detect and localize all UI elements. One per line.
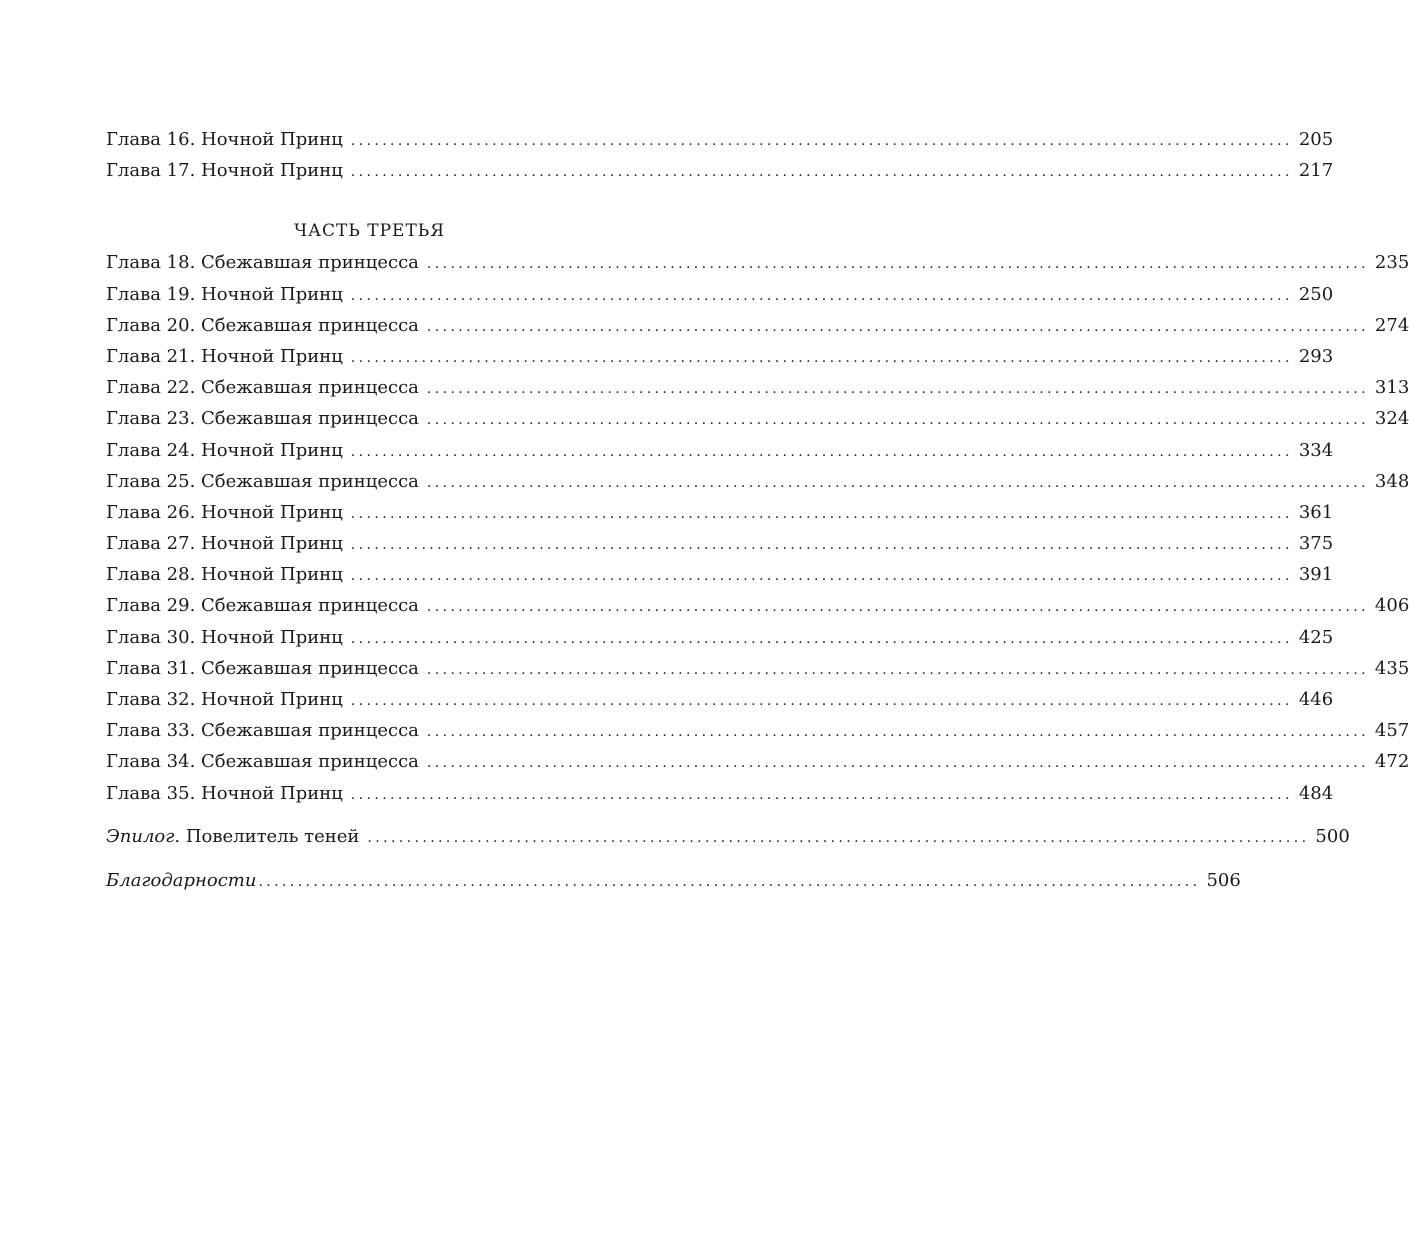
toc-entry[interactable]	[106, 497, 1334, 528]
toc-entry-page: 324	[1374, 408, 1409, 430]
toc-entry-label: Глава 28. Ночной Принц	[106, 564, 343, 586]
dot-leader: ........................................................................................................................	[350, 287, 1293, 304]
toc-entry[interactable]	[106, 247, 1409, 278]
dot-leader: ........................................................................................................................	[350, 568, 1293, 585]
toc-entry-label: Глава 35. Ночной Принц	[106, 782, 343, 804]
toc-entry-label: Глава 26. Ночной Принц	[106, 501, 343, 523]
toc-entry[interactable]	[106, 684, 1334, 715]
toc-entry[interactable]	[106, 590, 1409, 621]
toc-entry-page: 457	[1374, 720, 1409, 742]
toc-entry-page: 250	[1298, 283, 1334, 305]
table-of-contents	[106, 124, 1409, 896]
toc-entry[interactable]	[106, 653, 1409, 684]
toc-entry-label: Глава 21. Ночной Принц	[106, 345, 343, 367]
dot-leader: ........................................................................................................................	[367, 829, 1310, 846]
toc-entry-page: 435	[1374, 657, 1409, 679]
toc-entry-page: 425	[1298, 626, 1334, 648]
dot-leader: ........................................................................................................................	[258, 873, 1201, 890]
toc-entry-label: Глава 18. Сбежавшая принцесса	[106, 252, 419, 274]
toc-entry[interactable]	[106, 466, 1409, 497]
dot-leader: ........................................................................................................................	[426, 412, 1369, 429]
toc-entry[interactable]	[106, 341, 1334, 372]
dot-leader: ........................................................................................................................	[426, 599, 1369, 616]
toc-entry[interactable]	[106, 715, 1409, 746]
dot-leader: ........................................................................................................................	[350, 537, 1293, 554]
toc-entry-label: Глава 30. Ночной Принц	[106, 626, 343, 648]
dot-leader: ........................................................................................................................	[350, 443, 1293, 460]
dot-leader: ........................................................................................................................	[426, 474, 1369, 491]
acknowledgements-label: Благодарности	[106, 869, 257, 891]
toc-entry-label: Глава 23. Сбежавшая принцесса	[106, 408, 419, 430]
toc-entry-page: 334	[1298, 439, 1334, 461]
toc-entry-page: 274	[1374, 314, 1409, 336]
toc-entry-page: 506	[1206, 869, 1241, 891]
toc-entry-label: Глава 33. Сбежавшая принцесса	[106, 720, 419, 742]
epilogue-title: Повелитель теней	[185, 825, 360, 847]
toc-entry-label	[106, 821, 359, 852]
dot-leader: ........................................................................................................................	[350, 786, 1293, 803]
dot-leader: ........................................................................................................................	[426, 755, 1369, 772]
dot-leader: ........................................................................................................................	[426, 256, 1369, 273]
toc-entry[interactable]	[106, 746, 1409, 777]
toc-entry-page: 205	[1298, 129, 1334, 150]
toc-entry-page: 500	[1315, 825, 1350, 847]
dot-leader: ........................................................................................................................	[350, 630, 1293, 647]
toc-entry[interactable]	[106, 279, 1334, 310]
dot-leader: ........................................................................................................................	[350, 349, 1293, 366]
toc-entry[interactable]	[106, 622, 1334, 653]
toc-entry-label: Глава 19. Ночной Принц	[106, 283, 343, 305]
toc-entry-label: Глава 20. Сбежавшая принцесса	[106, 314, 419, 336]
part-three-entries	[106, 247, 1409, 808]
toc-entry[interactable]	[106, 435, 1334, 466]
toc-entry[interactable]	[106, 403, 1409, 434]
toc-entry-page: 235	[1374, 252, 1409, 274]
toc-entry-label: Глава 16. Ночной Принц	[106, 129, 343, 150]
toc-entry-label: Глава 24. Ночной Принц	[106, 439, 343, 461]
toc-entry-page: 406	[1374, 595, 1409, 617]
toc-entry-page: 217	[1298, 160, 1334, 182]
toc-entry[interactable]	[106, 310, 1409, 341]
toc-entry-page: 361	[1298, 501, 1334, 523]
toc-entry-label	[106, 865, 256, 896]
toc-entry-label: Глава 31. Сбежавшая принцесса	[106, 657, 419, 679]
dot-leader: ........................................................................................................................	[426, 381, 1369, 398]
dot-leader: ........................................................................................................................	[350, 164, 1293, 181]
toc-entry[interactable]	[106, 559, 1334, 590]
toc-entry-page: 375	[1298, 533, 1334, 555]
toc-entry-label: Глава 29. Сбежавшая принцесса	[106, 595, 419, 617]
toc-entry-acknowledgements[interactable]	[106, 865, 1241, 896]
toc-entry-label: Глава 22. Сбежавшая принцесса	[106, 377, 419, 399]
dot-leader: ........................................................................................................................	[426, 318, 1369, 335]
dot-leader: ........................................................................................................................	[350, 693, 1293, 709]
toc-entry[interactable]	[106, 124, 1334, 155]
toc-entry[interactable]	[106, 778, 1334, 809]
toc-entry-epilogue[interactable]	[106, 821, 1350, 852]
toc-entry-page: 391	[1298, 564, 1334, 586]
toc-entry-label: Глава 25. Сбежавшая принцесса	[106, 470, 419, 492]
dot-leader: ........................................................................................................................	[426, 724, 1369, 741]
toc-entry-label: Глава 27. Ночной Принц	[106, 533, 343, 555]
dot-leader: ........................................................................................................................	[350, 133, 1293, 149]
toc-entry-page: 293	[1298, 345, 1334, 367]
dot-leader: ........................................................................................................................	[350, 505, 1293, 522]
toc-entry[interactable]	[106, 372, 1409, 403]
toc-entry-label: Глава 34. Сбежавшая принцесса	[106, 751, 419, 773]
toc-entry-page: 472	[1374, 751, 1409, 773]
toc-entry-page: 484	[1298, 782, 1334, 804]
toc-entry[interactable]	[106, 155, 1334, 186]
toc-entry-label: Глава 32. Ночной Принц	[106, 689, 343, 710]
part-three-title: ЧАСТЬ ТРЕТЬЯ	[294, 221, 445, 242]
toc-entry-page: 446	[1298, 689, 1334, 710]
part-two-entries	[106, 124, 1334, 186]
dot-leader: ........................................................................................................................	[426, 661, 1369, 678]
toc-entry-page: 313	[1374, 377, 1409, 399]
toc-entry-label: Глава 17. Ночной Принц	[106, 160, 343, 182]
epilogue-prefix: Эпилог.	[106, 825, 181, 847]
toc-entry[interactable]	[106, 528, 1334, 559]
toc-entry-page: 348	[1374, 470, 1409, 492]
